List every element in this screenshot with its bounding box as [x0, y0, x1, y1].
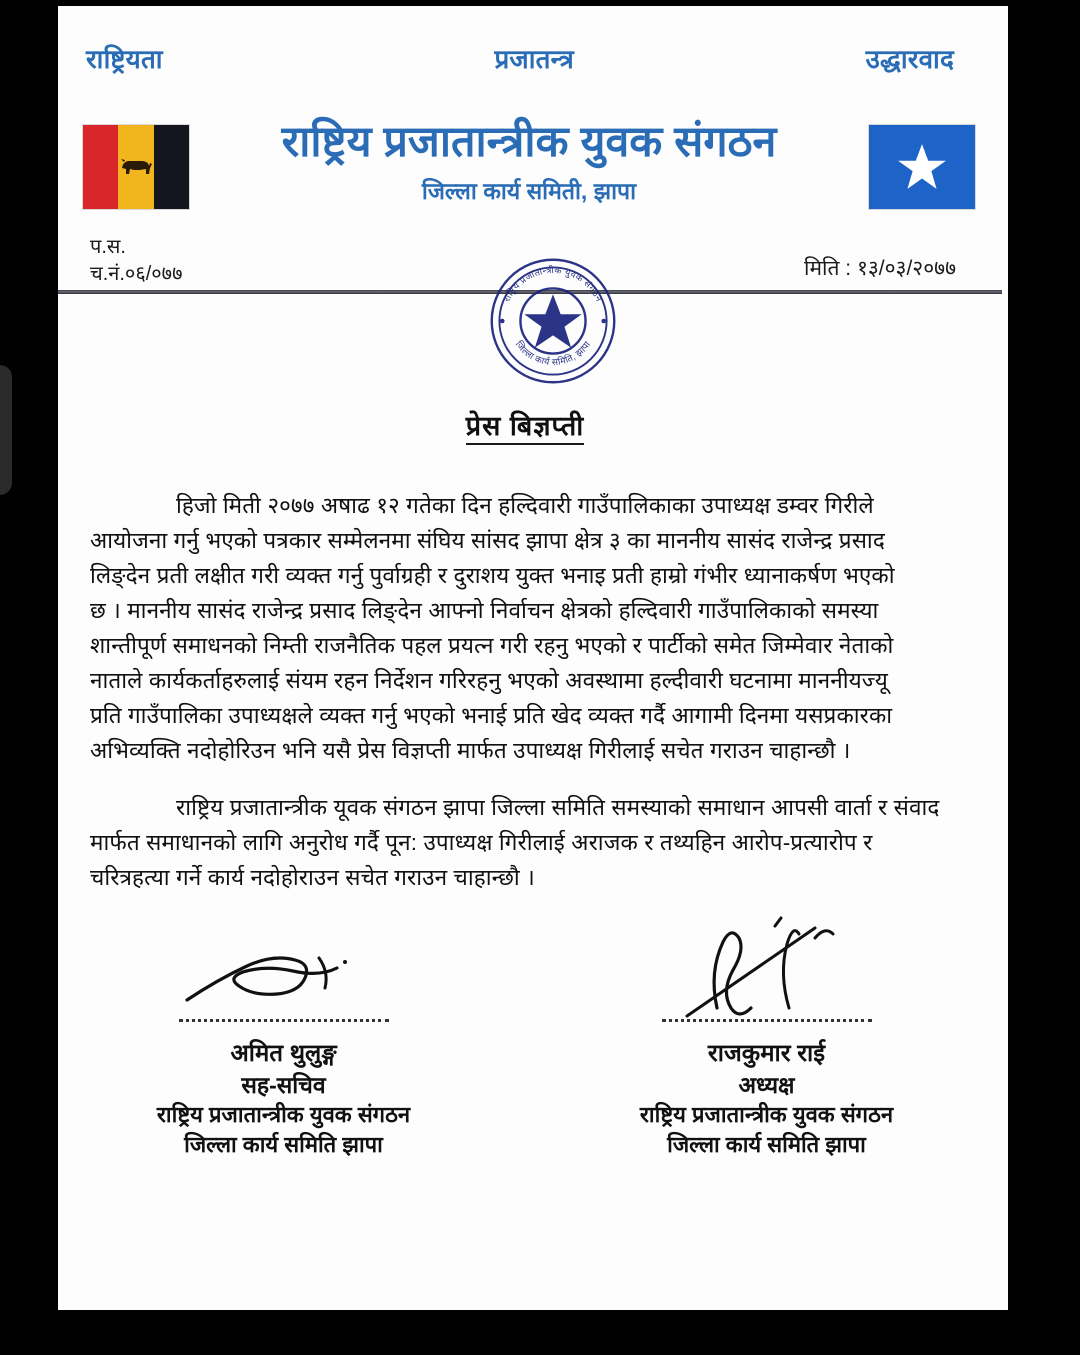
document-page: [42, 6, 1008, 1310]
slogan-row: [86, 40, 978, 76]
paragraph-1-line-4: छ । माननीय सासंद राजेन्द्र प्रसाद लिङ्देन आफ्नो निर्वाचन क्षेत्रको हल्दिवारी गाउँपालिकाको समस्या: [90, 598, 879, 623]
signatory-name-secretary: अमित थुलुङ्ग: [230, 1040, 337, 1068]
signatory-org-chairman: राष्ट्रिय प्रजातान्त्रीक युवक संगठन: [639, 1102, 894, 1128]
organization-name: राष्ट्रिय प्रजातान्त्रीक युवक संगठन: [281, 118, 777, 166]
slogan-democracy: प्रजातन्त्र: [494, 44, 574, 74]
signature-stroke-icon: [169, 938, 399, 1018]
signatory-committee-chairman: जिल्ला कार्य समिति झापा: [667, 1132, 866, 1158]
paragraph-1-line-2: आयोजना गर्नु भएको पत्रकार सम्मेलनमा संघिय सांसद झापा क्षेत्र ३ का माननीय सासंद राजेन्द्र प्रसाद: [90, 528, 885, 553]
paragraph-1: [90, 488, 970, 768]
slogan-nationalism: राष्ट्रियता: [86, 44, 163, 74]
organization-subtitle: जिल्ला कार्य समिती, झापा: [421, 178, 637, 205]
device-edge-handle: [0, 365, 12, 495]
press-release-heading: [42, 406, 1008, 443]
paragraph-2-line-3: चरित्रहत्या गर्ने कार्य नदोहोराउन सचेत गराउन चाहान्छौ ।: [90, 865, 535, 890]
signature-line-secretary: [179, 1018, 389, 1022]
signature-row: [42, 926, 1008, 1160]
signatory-role-secretary: सह-सचिव: [241, 1071, 326, 1098]
paragraph-1-line-6: नाताले कार्यकर्ताहरुलाई संयम रहन निर्देशन गरिरहनु भएको अवस्थामा हल्दीवारी घटनामा माननीयज्यू: [90, 668, 888, 693]
paragraph-1-line-1: हिजो मिती २०७७ अषाढ १२ गतेका दिन हल्दिवारी गाउँपालिकाका उपाध्यक्ष डम्वर गिरीले: [176, 493, 874, 518]
paragraph-2: [90, 790, 970, 895]
letterbox-left: [0, 0, 58, 1355]
cow-emblem-icon: [118, 154, 154, 180]
paragraph-1-line-3: लिङ्देन प्रती लक्षीत गरी व्यक्त गर्नु पुर्वाग्रही र दुराशय युक्त भनाइ प्रती हाम्रो गंभीर ध्यानाकर्षण भएको: [90, 563, 895, 588]
signatory-org-secretary: राष्ट्रिय प्रजातान्त्रीक युवक संगठन: [156, 1102, 411, 1128]
paragraph-1-line-5: शान्तीपूर्ण समाधनको निम्ती राजनैतिक पहल प्रयत्न गरी रहनु भएको र पार्टीको समेत जिम्मेवार नेताको: [90, 633, 894, 658]
signature-block-secretary: [84, 926, 484, 1160]
chalani-number: च.नं.०६/०७७: [90, 263, 183, 285]
flag-band-yellow: [118, 125, 153, 209]
document-date: मिति : १३/०३/२०७७: [804, 257, 956, 280]
flag-band-red: [83, 125, 118, 209]
white-star-icon: [896, 141, 948, 193]
signature-block-chairman: [567, 926, 967, 1160]
party-flag-left: [82, 124, 190, 210]
masthead: [82, 118, 976, 230]
signatory-committee-secretary: जिल्ला कार्य समिति झापा: [184, 1132, 383, 1158]
svg-text:जिल्ला कार्य समिति, झापा: जिल्ला कार्य समिति, झापा: [513, 339, 593, 368]
svg-text:राष्ट्रिय प्रजातान्त्रीक युवक: राष्ट्रिय प्रजातान्त्रीक युवक संगठन: [501, 265, 605, 304]
patra-sankhya-label: प.स.: [90, 236, 126, 258]
slogan-upliftment: उद्धारवाद: [865, 44, 954, 74]
party-flag-right: [868, 124, 976, 210]
official-seal-stamp: [486, 254, 620, 388]
paragraph-2-line-2: मार्फत समाधानको लागि अनुरोध गर्दै पून: उपाध्यक्ष गिरीलाई अराजक र तथ्यहिन आरोप-प्रत्यारोप र: [90, 830, 873, 855]
document-body: [90, 488, 970, 917]
letterhead-sheet: [42, 6, 1008, 1310]
letterbox-right: [1008, 0, 1080, 1355]
paragraph-2-line-1: राष्ट्रिय प्रजातान्त्रीक यूवक संगठन झापा जिल्ला समिति समस्याको समाधान आपसी वार्ता र संवाद: [176, 795, 940, 820]
press-release-heading-text: प्रेस बिज्ञप्ती: [466, 411, 585, 445]
signature-stroke-icon: [647, 912, 887, 1032]
handwritten-signature-secretary: [84, 926, 484, 1018]
organization-title-block: [202, 118, 856, 206]
signatory-role-chairman: अध्यक्ष: [738, 1071, 795, 1098]
flag-band-black: [154, 125, 189, 209]
signatory-name-chairman: राजकुमार राई: [707, 1040, 826, 1068]
handwritten-signature-chairman: [567, 926, 967, 1018]
reference-numbers: [90, 234, 182, 288]
paragraph-1-line-8: अभिव्यक्ति नदोहोरिउन भनि यसै प्रेस विज्ञप्ती मार्फत उपाध्यक्ष गिरीलाई सचेत गराउन चाहान्छौ ।: [90, 738, 851, 763]
paragraph-1-line-7: प्रति गाउँपालिका उपाध्यक्षले व्यक्त गर्नु भएको भनाई प्रति खेद व्यक्त गर्दै आगामी दिनमा यसप्रकारका: [90, 703, 893, 728]
